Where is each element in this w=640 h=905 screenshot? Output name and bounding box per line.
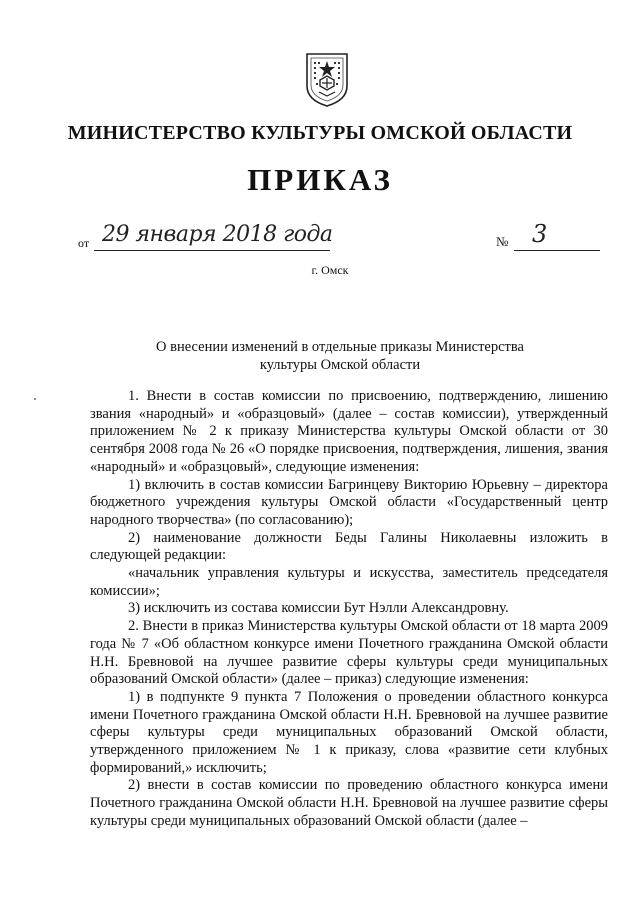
document-subject	[130, 338, 550, 374]
body-paragraph: «начальник управления культуры и искусства, заместитель председателя комиссии»;	[90, 565, 608, 599]
document-type-title: ПРИКАЗ	[247, 162, 393, 197]
subject-line: культуры Омской области	[259, 357, 421, 373]
body-paragraph: 2) внести в состав комиссии по проведению областного конкурса имени Почетного гражданина Омской области Н.Н. Бревновой на лучшее развитие сферы культуры среди муниципальных образований Омской области (далее –	[90, 777, 608, 829]
ministry-heading: МИНИСТЕРСТВО КУЛЬТУРЫ ОМСКОЙ ОБЛАСТИ	[67, 122, 573, 144]
date-field	[94, 222, 333, 251]
handwritten-number: 3	[532, 220, 548, 248]
city-label: г. Омск	[311, 263, 349, 277]
date-prefix: от	[78, 236, 90, 250]
number-sign: №	[496, 234, 509, 249]
body-paragraph: 2. Внести в приказ Министерства культуры Омской области от 18 марта 2009 года № 7 «Об областном конкурсе имени Почетного гражданина Омской области Н.Н. Бревновой на лучшее развитие сферы культуры среди муниципальных образований Омской области» (далее – приказ) следующие изменения:	[90, 618, 608, 688]
body-paragraph: 3) исключить из состава комиссии Бут Нэлли Александровну.	[128, 600, 509, 617]
body-paragraph: 2) наименование должности Беды Галины Николаевны изложить в следующей редакции:	[90, 529, 608, 564]
subject-line: О внесении изменений в отдельные приказы Министерства	[156, 339, 524, 355]
number-field	[514, 220, 600, 251]
handwritten-date: 29 января 2018 года	[102, 222, 333, 247]
coat-of-arms-emblem	[303, 52, 351, 108]
body-paragraph: 1. Внести в состав комиссии по присвоению, подтверждению, лишению звания «народный» и «образцовый» (далее – состав комиссии), утвержденный приложением № 2 к приказу Министерства культуры Омской области от 30 сентября 2008 года № 26 «О порядке присвоения, подтверждения, лишения, звания «народный» и «образцовый», следующие изменения:	[90, 388, 608, 475]
document-body	[90, 388, 608, 831]
body-paragraph: 1) включить в состав комиссии Багринцеву Викторию Юрьевну – директора бюджетного учреждения культуры Омской области «Государственный центр народного творчества» (по согласованию);	[90, 476, 608, 528]
body-paragraph: 1) в подпункте 9 пункта 7 Положения о проведении областного конкурса имени Почетного гражданина Омской области Н.Н. Бревновой на лучшее развитие сферы культуры среди муниципальных образований Омской области, утвержденного приложением № 1 к приказу, слова «развитие сети клубных формирований,» исключить;	[90, 688, 608, 776]
date-number-line	[78, 220, 600, 256]
margin-mark	[34, 398, 36, 400]
